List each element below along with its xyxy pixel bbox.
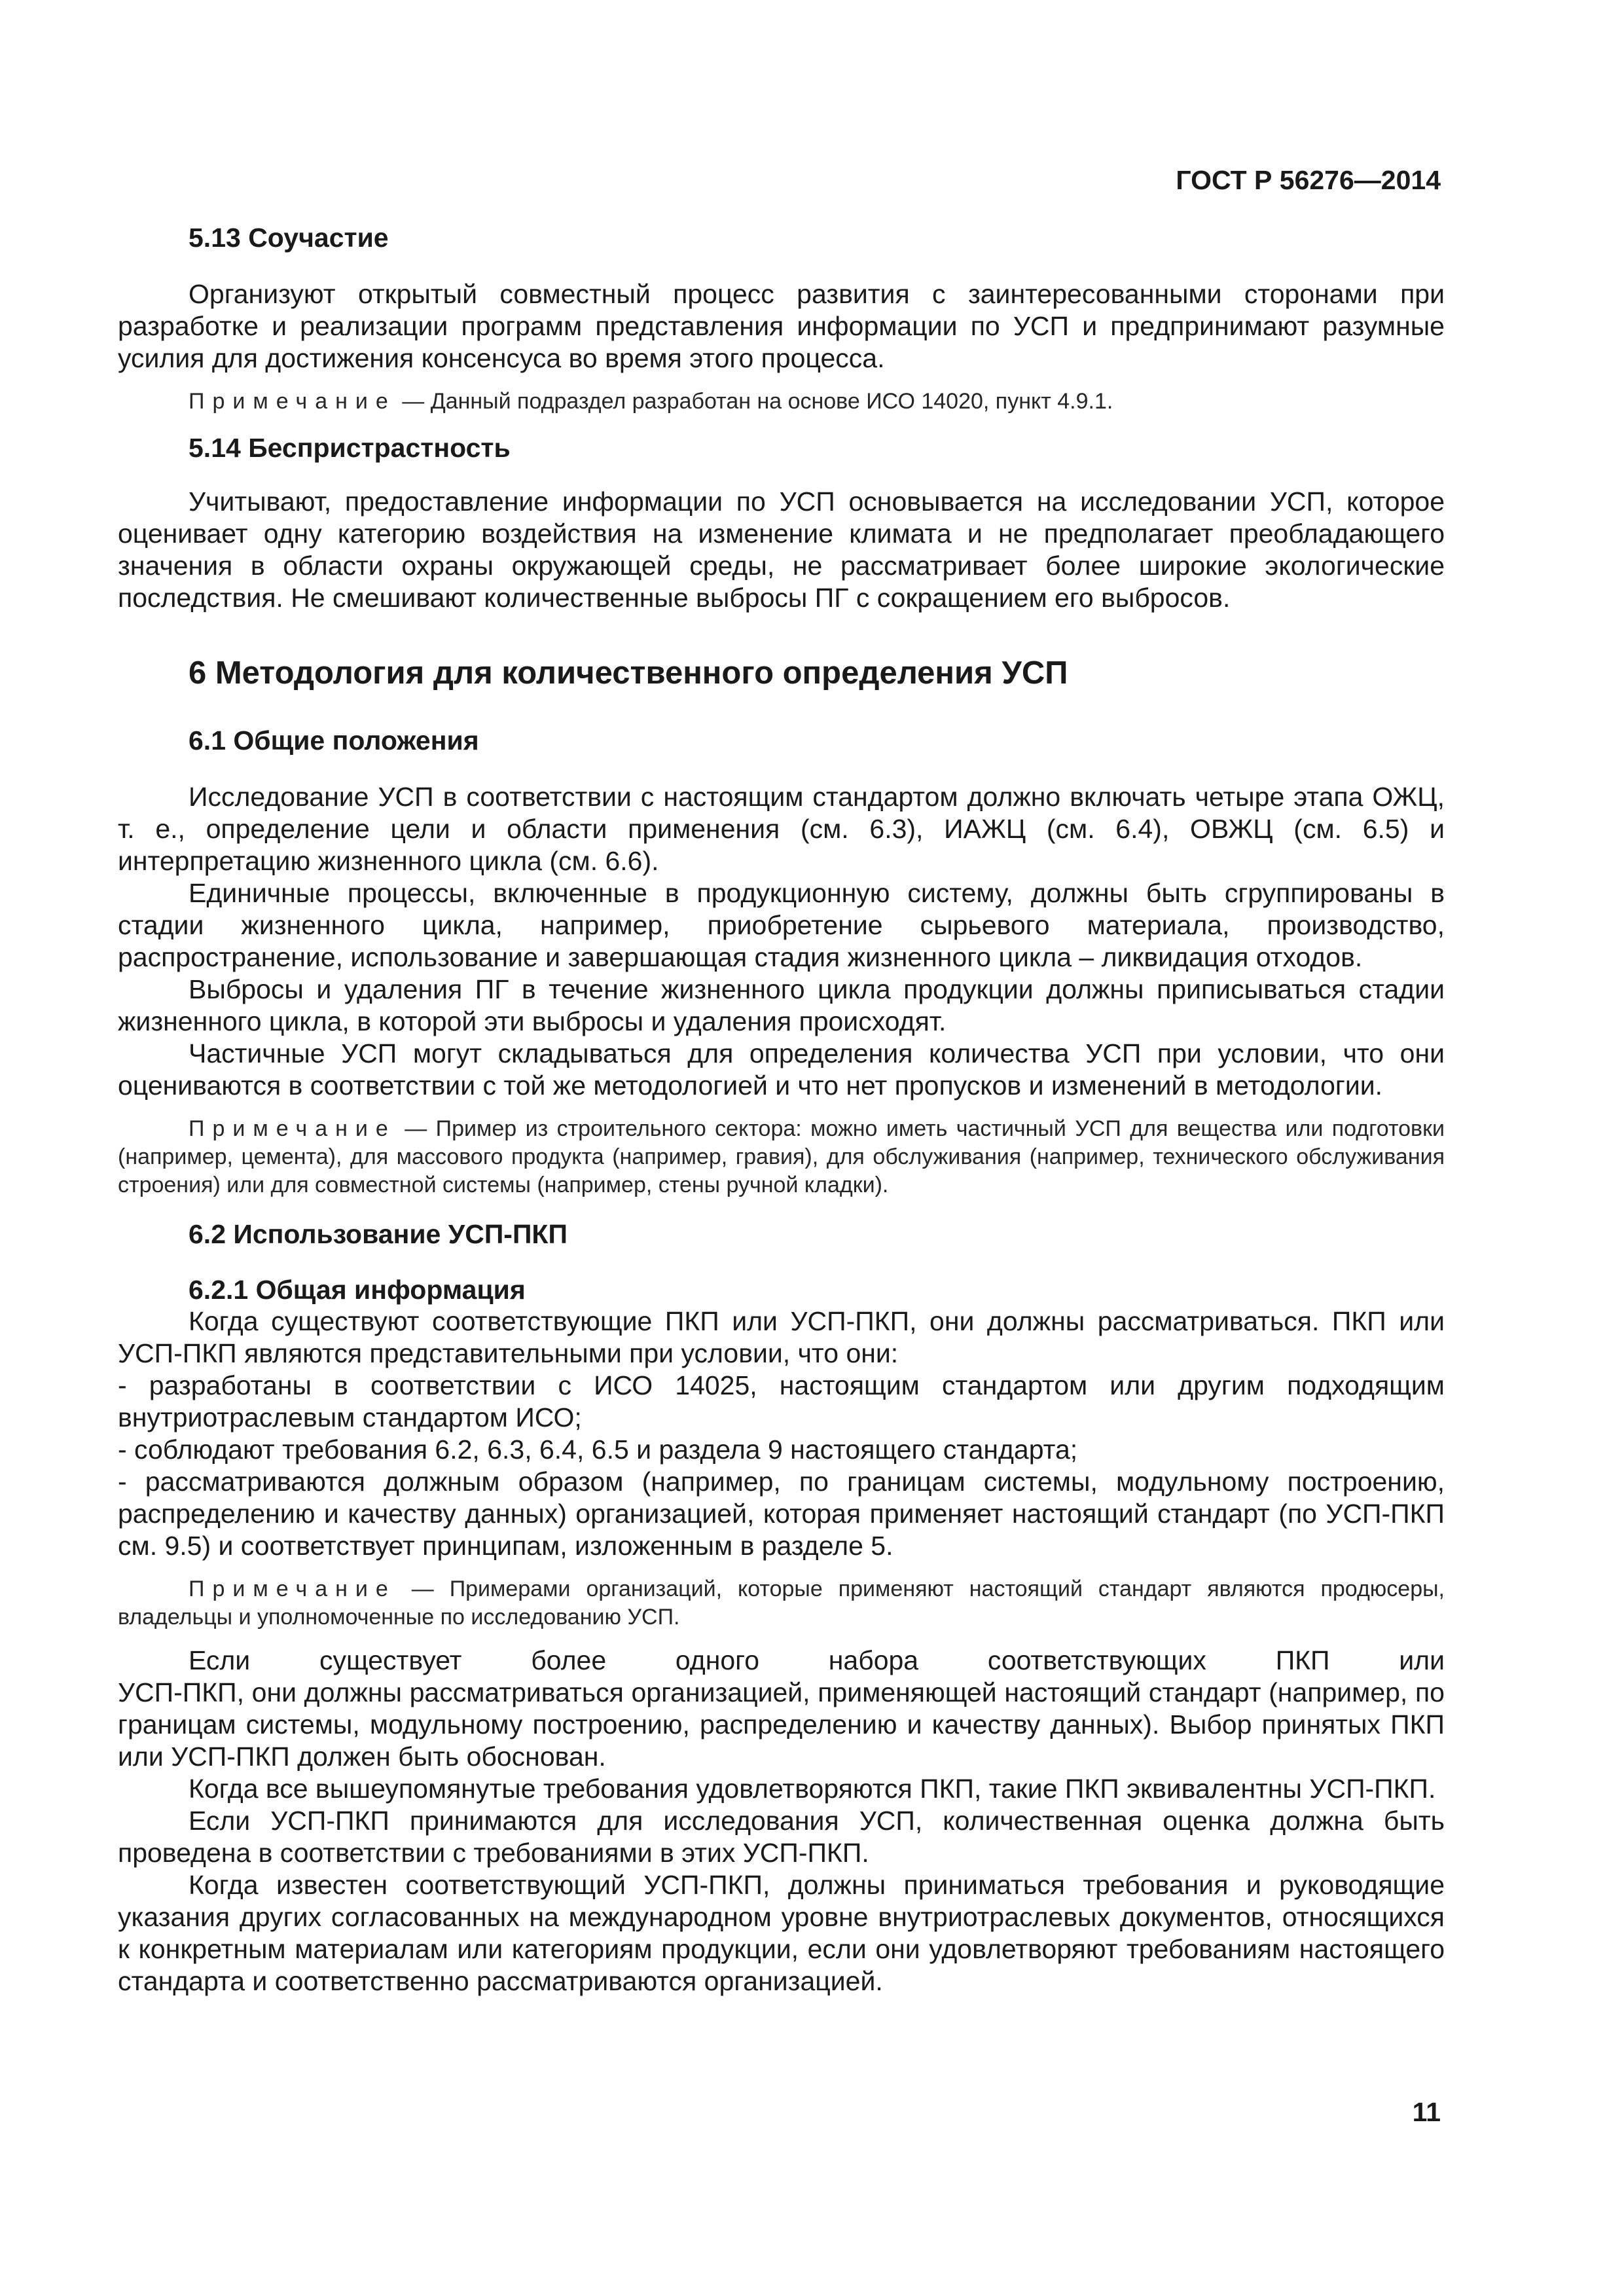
note-text: — Данный подраздел разработан на основе ИСО 14020, пункт 4.9.1. (395, 389, 1113, 414)
section-6-1-paragraph-1: Исследование УСП в соответствии с настоящим стандартом должно включать четыре этапа ОЖЦ, т. е., определение цели и области применения (см. 6.3), ИАЖЦ (см. 6.4), ОВЖЦ (см. 6.5) и интерпретацию жизненного цикла (см. 6.6). (118, 782, 1445, 876)
note-lead: Примечание (189, 1576, 396, 1601)
note-text: — Пример из строительного сектора: можно иметь частичный УСП для вещества или подготовки (например, цемента), для массового продукта (например, гравия), для обслуживания (например, технического обслуживания строения) или для совместной системы (например, стены ручной кладки). (118, 1116, 1445, 1197)
section-5-13-heading: 5.13 Соучастие (189, 223, 389, 253)
section-6-2-1-paragraph-5: Когда известен соответствующий УСП-ПКП, должны приниматься требования и руководящие указания других согласованных на международном уровне внутриотраслевых документов, относящихся к конкретным материалам или категориям продукции, если они удовлетворяют требованиям настоящего стандарта и соответственно рассматриваются организацией. (118, 1870, 1445, 1996)
section-6-2-1-bullet-1: - разработаны в соответствии с ИСО 14025, настоящим стандартом или другим подходящим внутриотраслевым стандартом ИСО; (118, 1370, 1445, 1432)
section-5-14-paragraph: Учитывают, предоставление информации по УСП основывается на исследовании УСП, которое оценивает одну категорию воздействия на изменение климата и не предполагает преобладающего значения в области охраны окружающей среды, не рассматривает более широкие экологические последствия. Не смешивают количественные выбросы ПГ с сокращением его выбросов. (118, 486, 1445, 613)
document-id: ГОСТ Р 56276—2014 (1176, 165, 1441, 195)
section-6-2-1-bullet-2: - соблюдают требования 6.2, 6.3, 6.4, 6.5 и раздела 9 настоящего стандарта; (118, 1434, 1078, 1465)
section-6-2-1-paragraph-2-rest: УСП-ПКП, они должны рассматриваться организацией, применяющей настоящий стандарт (например, по границам системы, модульному построению, распределению и качеству данных). Выбор принятых ПКП или УСП-ПКП должен быть обоснован. (118, 1677, 1445, 1772)
section-6-2-1-paragraph-3: Когда все вышеупомянутые требования удовлетворяются ПКП, такие ПКП эквивалентны УСП-ПКП. (189, 1774, 1436, 1804)
section-6-1-note (118, 1115, 1445, 1199)
section-5-13-note (118, 388, 1445, 416)
section-6-2-1-bullet-3: - рассматриваются должным образом (например, по границам системы, модульному построению, распределению и качеству данных) организацией, которая применяет настоящий стандарт (по УСП-ПКП см. 9.5) и соответствует принципам, изложенным в разделе 5. (118, 1467, 1445, 1561)
page-number: 11 (1412, 2097, 1441, 2127)
section-6-2-heading: 6.2 Использование УСП-ПКП (189, 1219, 568, 1249)
word: или (1399, 1645, 1445, 1675)
page-content (118, 223, 1445, 1997)
word: более (531, 1645, 607, 1675)
section-6-1-paragraph-4: Частичные УСП могут складываться для определения количества УСП при условии, что они оцениваются в соответствии с той же методологией и что нет пропусков и изменений в методологии. (118, 1038, 1445, 1101)
word: ПКП (1275, 1645, 1330, 1675)
note-lead: Примечание (189, 1116, 396, 1141)
word: существует (319, 1645, 462, 1675)
word: Если (189, 1645, 251, 1675)
section-6-1-paragraph-2: Единичные процессы, включенные в продукционную систему, должны быть сгруппированы в стадии жизненного цикла, например, приобретение сырьевого материала, производство, распространение, использование и завершающая стадия жизненного цикла – ликвидация отходов. (118, 878, 1445, 972)
word: соответствующих (987, 1645, 1206, 1675)
section-6-2-1-heading: 6.2.1 Общая информация (189, 1275, 526, 1305)
section-6-2-1-note (118, 1575, 1445, 1631)
section-6-2-1-paragraph-4: Если УСП-ПКП принимаются для исследования УСП, количественная оценка должна быть проведена в соответствии с требованиями в этих УСП-ПКП. (118, 1806, 1445, 1868)
note-text: — Примерами организаций, которые применяют настоящий стандарт являются продюсеры, владельцы и уполномоченные по исследованию УСП. (118, 1576, 1445, 1630)
section-5-14-heading: 5.14 Беспристрастность (189, 433, 511, 463)
section-6-1-heading: 6.1 Общие положения (189, 725, 479, 756)
word: одного (675, 1645, 760, 1675)
section-5-13-paragraph: Организуют открытый совместный процесс развития с заинтересованными сторонами при разработке и реализации программ представления информации по УСП и предпринимают разумные усилия для достижения консенсуса во время этого процесса. (118, 279, 1445, 373)
note-lead: Примечание (189, 389, 396, 414)
section-6-2-1-paragraph-2-first-line (118, 1645, 1445, 1677)
section-6-heading: 6 Методология для количественного определения УСП (189, 655, 1068, 691)
section-6-1-paragraph-3: Выбросы и удаления ПГ в течение жизненного цикла продукции должны приписываться стадии жизненного цикла, в которой эти выбросы и удаления происходят. (118, 974, 1445, 1036)
word: набора (828, 1645, 919, 1675)
section-6-2-1-paragraph-1: Когда существуют соответствующие ПКП или УСП-ПКП, они должны рассматриваться. ПКП или УСП-ПКП являются представительными при условии, что они: (118, 1306, 1445, 1368)
